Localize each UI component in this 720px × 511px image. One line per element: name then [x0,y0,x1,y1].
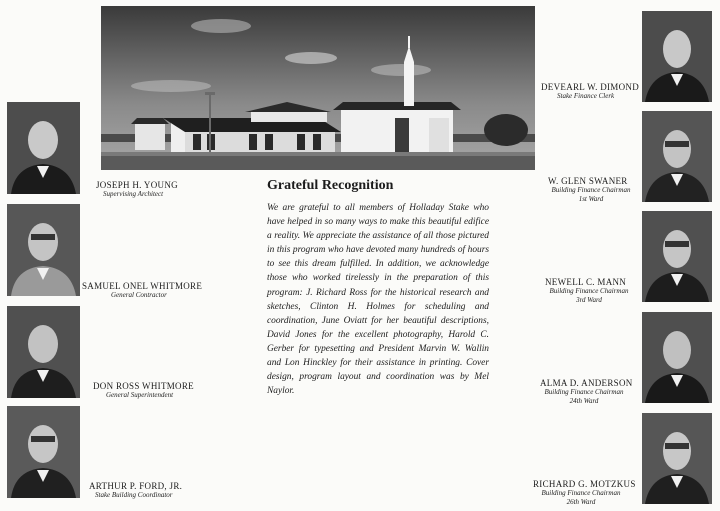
page-title: Grateful Recognition [267,178,394,193]
person-name: RICHARD G. MOTZKUS [533,479,636,489]
portrait-photo [642,413,712,504]
portrait-photo [7,204,80,296]
person-role: Stake Finance Clerk [557,92,615,100]
portrait-photo [7,102,80,194]
person-name: DON ROSS WHITMORE [93,381,194,391]
acknowledgement-paragraph: We are grateful to all members of Holladay Stake who have helped in so many ways to make this beautiful edifice a reality. We appreciate the assistance of all those pictured in this program who have devoted many hundreds of hours to see this dream fulfilled. In addition, we acknowledge those who worked tirelessly in the preparation of this program: J. Richard Ross for the historical research and sketches, Clinton H. Holmes for scheduling and coordination, June Oviatt for her beautiful descriptions, David Jones for the excellent photography, Harold C. Gerber for typesetting and President Marvin W. Wallin and Lon Hinckley for their assistance in printing. Cover design, program layout and coordination was by Mel Naylor. [267,203,489,397]
person-role: Building Finance Chairman [544,388,624,396]
person-name: W. GLEN SWANER [548,176,628,186]
person-role: 1st Ward [578,195,604,203]
portrait-photo [7,406,80,498]
portrait-photo [642,111,712,202]
person-role: 24th Ward [569,397,599,405]
person-role: Building Finance Chairman [541,489,621,497]
person-role: 26th Ward [566,498,596,506]
person-name: NEWELL C. MANN [545,277,627,287]
chapel-photo [101,6,535,170]
person-name: ALMA D. ANDERSON [540,378,633,388]
portrait-photo [642,312,712,403]
portrait-photo [642,11,712,102]
person-name: JOSEPH H. YOUNG [96,180,178,190]
person-role: General Superintendent [106,391,174,399]
person-role: Building Finance Chairman [549,287,629,295]
person-role: Building Finance Chairman [551,186,631,194]
person-name: ARTHUR P. FORD, JR. [89,481,183,491]
portrait-photo [7,306,80,398]
portrait-photo [642,211,712,302]
person-role: General Contractor [111,291,167,299]
person-role: 3rd Ward [576,296,602,304]
person-role: Supervising Architect [103,190,164,198]
person-role: Stake Building Coordinator [95,491,173,499]
person-name: DEVEARL W. DIMOND [541,82,640,92]
person-name: SAMUEL ONEL WHITMORE [82,281,203,291]
